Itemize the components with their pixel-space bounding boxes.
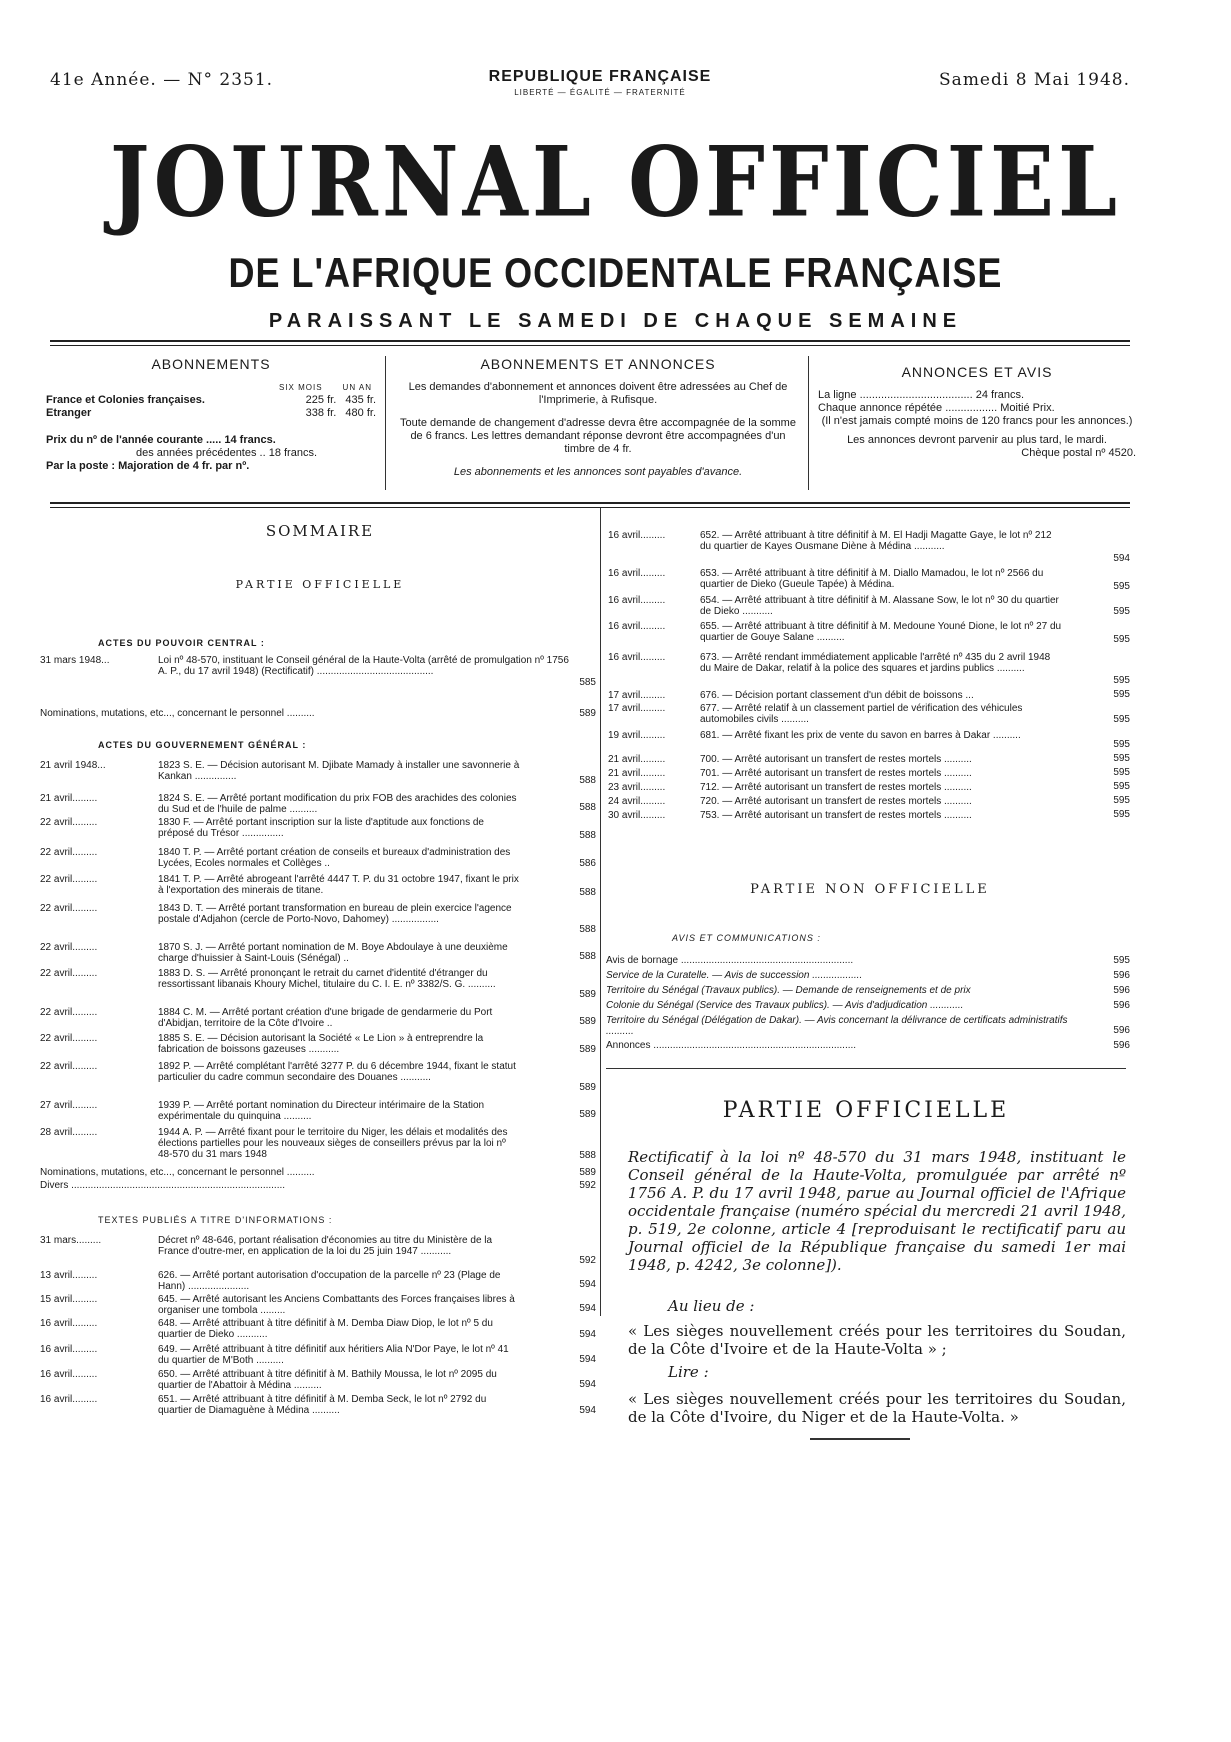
sommaire-entry [40,1294,596,1316]
republic-block [470,68,730,97]
sommaire-entry [40,1344,596,1367]
entry-page: 589 [579,1016,596,1027]
col-six-mois: SIX MOIS [278,383,323,392]
sommaire-entry [608,703,1130,727]
sommaire-entry [40,1369,596,1392]
entry-date: 22 avril......... [40,903,98,914]
entry-text: 676. — Décision portant classement d'un débit de boissons ... [700,690,974,701]
masthead-tagline: PARAISSANT LE SAMEDI DE CHAQUE SEMAINE [268,310,963,332]
avis-page: 596 [1113,1000,1130,1011]
issue-number: 41e Année. — N° 2351. [50,70,274,90]
entry-page: 586 [579,858,596,869]
entry-page: 595 [1113,767,1130,778]
entry-page: 595 [1113,809,1130,820]
entry-page: 588 [579,830,596,841]
entry-page: 592 [579,1255,596,1266]
avis-text: Avis de bornage .............................................................. [606,955,854,966]
entry-date: 22 avril......... [40,942,98,953]
sommaire-entry [40,1100,596,1122]
avis-item [606,1040,1130,1052]
entry-page: 588 [579,951,596,962]
entry-date: 17 avril......... [608,690,666,701]
entry-date: 22 avril......... [40,1033,98,1044]
nominations-line: Nominations, mutations, etc..., concernant le personnel .......... [40,708,315,719]
entry-date: 30 avril......... [608,810,666,821]
entry-date: 16 avril......... [40,1394,98,1405]
tarif-label: France et Colonies françaises. [46,394,205,406]
entry-text: 649. — Arrêté attribuant à titre définitif aux héritiers Alia N'Dor Paye, le lot nº 41 du quartier de M'Both .......... [158,1344,509,1366]
sommaire-entry [40,903,596,937]
abonnements-box [46,358,376,473]
sommaire-entry [40,817,596,843]
avis-page: 596 [1113,1040,1130,1051]
annonces-title: ANNONCES ET AVIS [901,364,1053,380]
entry-date: 22 avril......... [40,968,98,979]
sommaire-entry [40,1033,596,1057]
sommaire-entry [40,760,596,788]
sommaire-entry [40,1270,596,1292]
section-divider [606,1068,1126,1069]
col-un-an: UN AN [342,383,372,392]
section-gouvernement-general: ACTES DU GOUVERNEMENT GÉNÉRAL : [98,740,307,750]
end-ornament [810,1438,910,1440]
tarif-row [46,407,376,420]
entry-text: 1830 F. — Arrêté portant inscription sur la liste d'aptitude aux fonctions de préposé du Trésor ............... [158,817,484,839]
partie-non-officielle-label: PARTIE NON OFFICIELLE [750,882,990,897]
entry-date: 21 avril......... [608,768,666,779]
cheque-postal: Chèque postal nº 4520. [1021,447,1136,459]
sommaire-entry [40,1007,596,1029]
entry-page: 589 [579,1082,596,1093]
entry-date: 16 avril......... [608,652,666,663]
avis-text: Annonces ......................................................................... [606,1040,857,1051]
entry-text: 1883 D. S. — Arrêté prononçant le retrait du carnet d'identité d'étranger du ressortissant libanais Khoury Michel, titulaire du C. I. E. nº 3382/S. G. .......... [158,968,496,990]
avis-communications-heading: AVIS ET COMMUNICATIONS : [672,933,821,943]
quote-original: « Les sièges nouvellement créés pour les territoires du Soudan, de la Côte d'Ivoire et de la Haute-Volta » ; [628,1322,1126,1358]
avis-item [606,985,1130,997]
sommaire-entry [608,754,1130,766]
avis-page: 596 [1113,970,1130,981]
tarif-an: 435 fr. [345,394,376,406]
entry-text: 1870 S. J. — Arrêté portant nomination de M. Boye Abdoulaye à une deuxième charge d'huissier à Saint-Louis (Sénégal) .. [158,942,508,964]
entry-page: 595 [1113,606,1130,617]
entry-page: 595 [1113,581,1130,592]
sommaire-entry [608,796,1130,808]
sommaire-entry [608,768,1130,780]
entry-page: 589 [579,1109,596,1120]
entry-page: 594 [1113,553,1130,564]
entry-date: 19 avril......... [608,730,666,741]
entry-date: 17 avril......... [608,703,666,714]
entry-text: 652. — Arrêté attribuant à titre définitif à M. El Hadji Magatte Gaye, le lot nº 212 du quartier de Kayes Ousmane Diène à Médina ........... [700,530,1052,552]
entry-page: 594 [579,1279,596,1290]
entry-page: 588 [579,887,596,898]
entry-date: 27 avril......... [40,1100,98,1111]
entry-page: 585 [579,677,596,688]
partie-officielle-label: PARTIE OFFICIELLE [235,578,405,591]
entry-page: 595 [1113,714,1130,725]
entry-date: 16 avril......... [40,1318,98,1329]
sommaire-entry [40,1061,596,1095]
entry-date: 13 avril......... [40,1270,98,1281]
sommaire-entry [40,1394,596,1418]
abonnements-annonces-box [398,358,798,479]
abon-annonces-p2: Toute demande de changement d'adresse devra être accompagnée de la somme de 6 francs. Les lettres demandant réponse devront être accompagnées d'un timbre de 4 fr. [400,417,796,455]
entry-date: 16 avril......... [40,1344,98,1355]
entry-text: 653. — Arrêté attribuant à titre définitif à M. Diallo Mamadou, le lot nº 2566 du quartier de Dieko (Gueule Tapée) à Médina. [700,568,1044,590]
box-divider [808,356,809,490]
sommaire-entry [608,530,1130,566]
box-divider [385,356,386,490]
abon-annonces-p1: Les demandes d'abonnement et annonces doivent être adressées au Chef de l'Imprimerie, à Rufisque. [408,381,788,406]
entry-text: Décret nº 48-646, portant réalisation d'économies au titre du Ministère de la France d'outre-mer, en application de la loi du 25 juin 1947 ........... [158,1235,493,1257]
entry-page: 595 [1113,739,1130,750]
entry-text: 1944 A. P. — Arrêté fixant pour le territoire du Niger, les délais et modalités des élections partielles pour les nouveaux sièges de conseillers prévus par la loi nº 48-570 du 31 mars 1948 [158,1127,508,1160]
section-textes-informations: TEXTES PUBLIÉS A TITRE D'INFORMATIONS : [98,1215,333,1225]
entry-text: 626. — Arrêté portant autorisation d'occupation de la parcelle nº 23 (Plage de Hann) ...................... [158,1270,501,1292]
entry-date: 16 avril......... [608,621,666,632]
entry-text: 720. — Arrêté autorisant un transfert de restes mortels .......... [700,796,972,807]
sommaire-entry [40,1235,596,1268]
sommaire-heading: SOMMAIRE [265,522,375,540]
nominations-page: 589 [579,708,596,719]
divers-line: Divers ............................................................................. [40,1180,286,1191]
sommaire-entry [40,874,596,900]
entry-text: 645. — Arrêté autorisant les Anciens Combattants des Forces françaises libres à organiser une tombola ......... [158,1294,515,1316]
avis-item [606,970,1130,982]
avis-page: 595 [1113,955,1130,966]
prix-anciens: des années précédentes .. 18 francs. [136,447,318,459]
entry-page: 594 [579,1379,596,1390]
sommaire-entry [40,655,596,695]
entry-date: 31 mars 1948... [40,655,110,666]
tarif-label: Etranger [46,407,92,419]
motto: LIBERTÉ — ÉGALITÉ — FRATERNITÉ [514,88,686,97]
sommaire-entry [608,595,1130,619]
sommaire-entry [608,621,1130,647]
entry-text: 1840 T. P. — Arrêté portant création de conseils et bureaux d'administration des Lycées, Ecoles normales et Collèges .. [158,847,511,869]
rectificatif-paragraph: Rectificatif à la loi nº 48-570 du 31 mars 1948, instituant le Conseil général de la Haute-Volta, promulguée par arrêté nº 1756 A. P. du 17 avril 1948, parue au Journal officiel de l'Afrique occidentale française (numéro spécial du mercredi 21 avril 1948, p. 519, 2e colonne, article 4 [reproduisant le rectificatif paru au Journal officiel de la République française du samedi 1er mai 1948, p. 4242, 3e colonne]). [628,1148,1126,1274]
masthead-divider [50,340,1130,346]
tarif-six: 225 fr. [305,394,337,406]
entry-date: 28 avril......... [40,1127,98,1138]
entry-page: 594 [579,1329,596,1340]
entry-date: 16 avril......... [608,595,666,606]
entry-date: 24 avril......... [608,796,666,807]
annonces-delai: Les annonces devront parvenir au plus tard, le mardi. [847,434,1107,446]
issue-date: Samedi 8 Mai 1948. [939,70,1130,90]
header-bar [50,68,1130,108]
entry-date: 31 mars......... [40,1235,102,1246]
entry-text: 712. — Arrêté autorisant un transfert de restes mortels .......... [700,782,972,793]
sommaire-entry [40,793,596,815]
avis-item [606,1015,1130,1037]
sommaire-entry [40,847,596,871]
partie-officielle-heading: PARTIE OFFICIELLE [722,1098,1010,1123]
divers-page: 592 [579,1180,596,1191]
entry-page: 595 [1113,634,1130,645]
section-pouvoir-central: ACTES DU POUVOIR CENTRAL : [98,638,265,648]
entry-page: 595 [1113,753,1130,764]
prix-poste: Par la poste : Majoration de 4 fr. par nº. [46,460,250,472]
abon-annonces-title: ABONNEMENTS ET ANNONCES [480,356,716,372]
annonces-minimum: (Il n'est jamais compté moins de 120 francs pour les annonces.) [821,415,1133,427]
sommaire-entry [40,968,596,1002]
tarif-six: 338 fr. [305,407,337,419]
entry-page: 588 [579,924,596,935]
entry-page: 595 [1113,781,1130,792]
tarif-an: 480 fr. [345,407,376,419]
entry-page: 595 [1113,795,1130,806]
avis-text: Colonie du Sénégal (Service des Travaux publics). — Avis d'adjudication ............ [606,1000,964,1011]
annonces-ligne: La ligne ..................................... 24 francs. [818,389,1025,401]
sommaire-entry [608,782,1130,794]
avis-text: Service de la Curatelle. — Avis de succession .................. [606,970,863,981]
entry-date: 15 avril......... [40,1294,98,1305]
entry-date: 22 avril......... [40,1061,98,1072]
avis-item [606,955,1130,967]
entry-page: 594 [579,1354,596,1365]
boxes-divider [50,502,1130,508]
entry-text: 1841 T. P. — Arrêté abrogeant l'arrêté 4447 T. P. du 31 octobre 1947, fixant le prix à l'exportation des minerais de titane. [158,874,519,896]
entry-text: 673. — Arrêté rendant immédiatement applicable l'arrêté nº 435 du 2 avril 1948 du Maire de Dakar, relatif à la police des squares et jardins publics .......... [700,652,1051,674]
sommaire-entry [608,568,1130,594]
abon-annonces-p3: Les abonnements et les annonces sont payables d'avance. [453,466,743,478]
sommaire-entry [608,730,1130,752]
entry-text: 1939 P. — Arrêté portant nomination du Directeur intérimaire de la Station expérimentale du quinquina .......... [158,1100,485,1122]
avis-text: Territoire du Sénégal (Délégation de Dakar). — Avis concernant la délivrance de certificats administratifs .......... [606,1015,1068,1037]
nominations-line: Nominations, mutations, etc..., concernant le personnel .......... [40,1167,315,1178]
entry-text: 753. — Arrêté autorisant un transfert de restes mortels .......... [700,810,972,821]
entry-date: 22 avril......... [40,874,98,885]
entry-text: 700. — Arrêté autorisant un transfert de restes mortels .......... [700,754,972,765]
entry-text: 1892 P. — Arrêté complétant l'arrêté 3277 P. du 6 décembre 1944, fixant le statut particulier du cadre commun secondaire des Douanes ........... [158,1061,516,1083]
quote-corrected: « Les sièges nouvellement créés pour les territoires du Soudan, de la Côte d'Ivoire, du Niger et de la Haute-Volta. » [628,1390,1126,1426]
entry-date: 21 avril......... [608,754,666,765]
entry-page: 595 [1113,689,1130,700]
avis-page: 596 [1113,985,1130,996]
sommaire-entry [608,690,1130,702]
entry-date: 23 avril......... [608,782,666,793]
avis-page: 596 [1113,1025,1130,1036]
entry-date: 16 avril......... [608,530,666,541]
entry-page: 594 [579,1405,596,1416]
entry-date: 22 avril......... [40,847,98,858]
annonces-avis-box [818,366,1136,460]
sommaire-entry [608,652,1130,688]
sommaire-entry [40,942,596,964]
entry-date: 22 avril......... [40,817,98,828]
entry-text: 651. — Arrêté attribuant à titre définitif à M. Demba Seck, le lot nº 2792 du quartier de Diamaguène à Médina .......... [158,1394,487,1416]
entry-text: 648. — Arrêté attribuant à titre définitif à M. Demba Diaw Diop, le lot nº 5 du quartier de Dieko ........... [158,1318,493,1340]
entry-text: Loi nº 48-570, instituant le Conseil général de la Haute-Volta (arrêté de promulgation nº 1756 A. P., du 17 avril 1948) (Rectificatif) .......................................... [158,655,569,677]
republic-label: REPUBLIQUE FRANÇAISE [488,68,712,85]
abonnements-title: ABONNEMENTS [151,356,271,372]
sommaire-entry [40,1318,596,1342]
entry-text: 681. — Arrêté fixant les prix de vente du savon en barres à Dakar .......... [700,730,1021,741]
entry-text: 1843 D. T. — Arrêté portant transformation en bureau de plein exercice l'agence postale d'Adjahon (cercle de Porto-Novo, Dahomey) ................. [158,903,512,925]
entry-date: 21 avril 1948... [40,760,106,771]
entry-text: 677. — Arrêté relatif à un classement partiel de vérification des véhicules automobiles civils .......... [700,703,1023,725]
entry-text: 1885 S. E. — Décision autorisant la Société « Le Lion » à entreprendre la fabrication de boissons gazeuses ........... [158,1033,484,1055]
sommaire-entry [40,1127,596,1163]
entry-text: 701. — Arrêté autorisant un transfert de restes mortels .......... [700,768,972,779]
sommaire-entry [608,810,1130,822]
entry-date: 16 avril......... [608,568,666,579]
entry-page: 589 [579,989,596,1000]
lire-label: Lire : [668,1363,709,1381]
entry-text: 650. — Arrêté attribuant à titre définitif à M. Bathily Moussa, le lot nº 2095 du quartier de l'Abattoir à Médina .......... [158,1369,497,1391]
entry-text: 1824 S. E. — Arrêté portant modification du prix FOB des arachides des colonies du Sud et de l'huile de palme .......... [158,793,517,815]
masthead-subtitle: DE L'AFRIQUE OCCIDENTALE FRANÇAISE [228,248,1003,296]
masthead-title: JOURNAL OFFICIEL [109,124,1122,239]
entry-text: 1823 S. E. — Décision autorisant M. Djibate Mamady à installer une savonnerie à Kankan ............... [158,760,520,782]
entry-page: 588 [579,1150,596,1161]
nominations-page: 589 [579,1167,596,1178]
entry-text: 655. — Arrêté attribuant à titre définitif à M. Medoune Youné Dione, le lot nº 27 du quartier de Gouye Salane .......... [700,621,1062,643]
entry-date: 22 avril......... [40,1007,98,1018]
prix-numero: Prix du nº de l'année courante ..... 14 francs. [46,434,276,446]
entry-page: 588 [579,802,596,813]
entry-page: 595 [1113,675,1130,686]
entry-date: 16 avril......... [40,1369,98,1380]
annonces-repetee: Chaque annonce répétée ................. Moitié Prix. [818,402,1055,414]
entry-page: 588 [579,775,596,786]
au-lieu-de-label: Au lieu de : [668,1297,755,1315]
entry-text: 1884 C. M. — Arrêté portant création d'une brigade de gendarmerie du Port d'Abidjan, territoire de la Côte d'Ivoire .. [158,1007,493,1029]
entry-date: 21 avril......... [40,793,98,804]
entry-page: 589 [579,1044,596,1055]
column-divider [600,508,601,1316]
entry-text: 654. — Arrêté attribuant à titre définitif à M. Alassane Sow, le lot nº 30 du quartier de Dieko ........... [700,595,1059,617]
tarif-row [46,394,376,407]
avis-item [606,1000,1130,1012]
entry-page: 594 [579,1303,596,1314]
avis-text: Territoire du Sénégal (Travaux publics). — Demande de renseignements et de prix [606,985,971,996]
